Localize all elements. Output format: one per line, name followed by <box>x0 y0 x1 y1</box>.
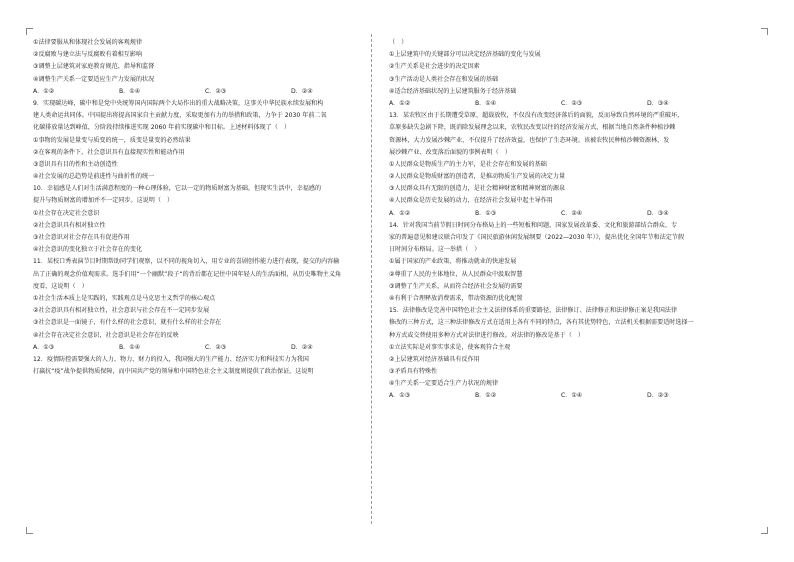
option-line: ②人民群众是物质财富的创造者，是推动物质生产发展的决定力量 <box>389 173 566 181</box>
corner-mark <box>761 28 768 35</box>
choice-b: B．①④ <box>119 87 141 95</box>
option-line: ②生产关系是社会进步的决定因素 <box>389 63 480 71</box>
question-12-text: 12．疫情防控需要强大的人力、物力、财力的投入，我国强大的生产能力、经济实力和科技实力为我国 <box>33 355 309 363</box>
choice-c: C．②③ <box>561 99 583 107</box>
option-line: ②社会意识具有相对独立性 <box>33 221 106 229</box>
choice-c: C．②④ <box>561 209 583 217</box>
option-line: ④适合经济基础状况的上层建筑服务于经济基础 <box>389 87 517 95</box>
option-line: ③调整上层建筑对家庭教育规范、指导和监督 <box>33 63 155 71</box>
option-line: ④社会发展的总趋势是前进性与曲折性的统一 <box>33 173 155 181</box>
option-line: ②社会意识具有相对独立性，社会意识与社会存在不一定同步发展 <box>33 307 210 315</box>
question-13-text: 展沙棘产业、改变落后面貌的事例表明（ ） <box>389 148 511 156</box>
question-15-text: 修改的三种方式，这三种法律修改方式在适用上各有不同的特点，各有其优势特色，立法机关根据需要适时选择一 <box>389 319 694 327</box>
answer-choices <box>389 99 734 108</box>
question-10-text: 提升与物质财富的增加并不一定同步。这说明（ ） <box>33 197 174 205</box>
question-13-text: 13．某农牧区由于长期遭受草原，超载放牧，不仅没有改变经济落后的面貌，反而导致自然环境的严重破坏， <box>389 112 684 120</box>
option-line: ③社会意识对社会存在具有促进作用 <box>33 234 130 241</box>
question-14-text: 日时间分布格局。这一举措（ ） <box>389 246 481 254</box>
choice-d: D．②④ <box>291 343 313 351</box>
option-line: ①人民群众是物质生产的主力军，是社会存在和发展的基础 <box>389 160 547 168</box>
option-line: ③人民群众具有无限的创造力，是社会精神财富和精神财富的源泉 <box>389 185 566 193</box>
question-9-text: 建人类命运共同体。中国提出将提高国家自主贡献力度，采取更加有力的举措和政策，力争于 2030 年前二氧 <box>33 112 327 120</box>
question-11-text: 度看，这说明（ ） <box>33 282 88 290</box>
option-line: ①上层建筑中的关键部分可以决定经济基础的变化与发展 <box>389 51 541 59</box>
column-divider <box>371 34 372 524</box>
question-15-text: 种方式或交替使用多种方式对法律进行修改。对法律的修改是基于（ ） <box>389 331 584 339</box>
choice-b: B．①④ <box>475 99 497 107</box>
option-line: ④调整生产关系一定要适应生产力发展的状况 <box>33 75 155 83</box>
option-line: ①法律要服从和体现社会发展的客观规律 <box>33 39 143 46</box>
option-line: ③矛盾具有特殊性 <box>389 368 438 376</box>
option-line: ③社会意识是一面镜子，有什么样的社会意识，就有什么样的社会存在 <box>33 319 222 327</box>
answer-choices <box>389 391 734 400</box>
option-line: ①属于国家的产业政策，将推动就业的快速发展 <box>389 258 517 266</box>
choice-d: D．②④ <box>291 87 313 95</box>
option-line: ②尊重了人民的主体地位，从人民群众中汲取智慧 <box>389 270 523 278</box>
choice-c: C．②③ <box>205 343 227 351</box>
option-line: ①立法实际是对事实事求是，使客观符合主观 <box>389 343 511 351</box>
choice-a: A．①② <box>389 99 411 107</box>
option-line: ④有利于合理释放消费需求，带动资源的优化配置 <box>389 294 523 302</box>
question-10-text: 10．幸福感是人们对生活满意程度的一种心理体验，它以一定的物质财富为基础，但现实生活中，幸福感的 <box>33 185 322 193</box>
choice-d: D．③④ <box>647 99 669 107</box>
corner-mark <box>26 28 33 35</box>
answer-choices <box>33 343 378 352</box>
corner-mark <box>26 527 33 534</box>
option-line: ④社会存在决定社会意识，社会意识是社会存在的反映 <box>33 331 179 339</box>
question-14-text: 14．针对我国当前节假日时间分布格局上的一些短板和问题，国家发展改革委、文化和旅游部结合群众、专 <box>389 221 678 229</box>
answer-choices <box>33 87 378 96</box>
choice-c: C．②③ <box>205 87 227 95</box>
option-line: ②在客观的条件下，社会意识具有直接现实性和能动作用 <box>33 148 185 156</box>
question-9-text: 化碳排放量达到峰值，分阶段持续推进实现 2060 年前实现碳中和目标。上述材料体现了（ ） <box>33 124 291 132</box>
option-line: ④人民群众是历史发展的动力，在经济社会发展中起主导作用 <box>389 197 553 205</box>
question-15-text: 15．法律修改是完善中国特色社会主义法律体系的重要路径，法律修订、法律修正和法律修正案是我国法律 <box>389 307 678 315</box>
right-column <box>389 38 734 404</box>
choice-b: B．①④ <box>119 343 141 351</box>
question-11-text: 出了正确的观念价值观需求。选手们用“一个幽默”段子“的背后都在记住中国年轻人的生活面相，从历史唯物主义角 <box>33 270 342 278</box>
corner-mark <box>761 527 768 534</box>
option-line: ④社会意识的变化独立于社会存在的变化 <box>33 246 143 254</box>
choice-c: C．①④ <box>561 392 583 400</box>
option-line: ②上层建筑对经济基础具有反作用 <box>389 355 480 363</box>
question-13-text: 草原多缺失急剧下降，既消除发展理念以来，农牧民改变以往的经济发展方式，根据当地自然条件种植沙棘 <box>389 124 676 132</box>
choice-d: D．③④ <box>647 209 669 217</box>
choice-a: A．①③ <box>33 343 55 351</box>
question-14-text: 家的普遍意见和建议联合印发了《国民旅游休闲发展纲要（2022—2030 年）》，提出优化全国年节和法定节假 <box>389 234 684 241</box>
option-line: ③调整了生产关系，从而符合经济社会发展的需要 <box>389 282 523 290</box>
choice-a: A．①② <box>33 87 55 95</box>
question-12-text: 打赢抗“疫”战争提供物质保障，而中国共产党的领导和中国特色社会主义制度则提供了政治保证。这说明 <box>33 368 314 376</box>
option-line: ③生产活动是人类社会存在和发展的基础 <box>389 75 499 83</box>
answer-bracket: （ ） <box>389 39 408 46</box>
choice-b: B．①③ <box>475 209 497 217</box>
question-9-text: 9．实现碳达峰，碳中和是党中央统筹国内国际两个大局作出的重大战略决策，这事关中华民族永续发展和构 <box>33 99 324 107</box>
question-11-text: 11．某校口秀表演节目时期帮助同学们观察，以不同的视角切入，用专业的喜剧创作能力进行表现，提交的内容输 <box>33 258 340 266</box>
option-line: ②反腐败与建立法与反腐败有着相互影响 <box>33 51 143 59</box>
option-line: ③意识具有目的性和主动创造性 <box>33 160 118 168</box>
question-13-text: 资源林，大力发展沙棘产业，不仅提升了经济效益，也保护了生态环境。该被农牧民种植沙棘资源林、发 <box>389 136 670 144</box>
choice-a: A．①③ <box>389 392 411 400</box>
option-line: ①社会生活本质上是实践的，实践观点是马克思主义哲学的核心观点 <box>33 294 216 302</box>
option-line: ①社会存在决定社会意识 <box>33 209 100 217</box>
choice-d: D．②③ <box>647 392 669 400</box>
option-line: ①事物的发展是量变与质变的统一，质变是量变的必然结果 <box>33 136 191 144</box>
option-line: ④生产关系一定要适合生产力状况的规律 <box>389 380 499 388</box>
choice-b: B．①② <box>475 392 497 400</box>
choice-a: A．①② <box>389 209 411 217</box>
answer-choices <box>389 209 734 218</box>
left-column <box>33 38 378 379</box>
